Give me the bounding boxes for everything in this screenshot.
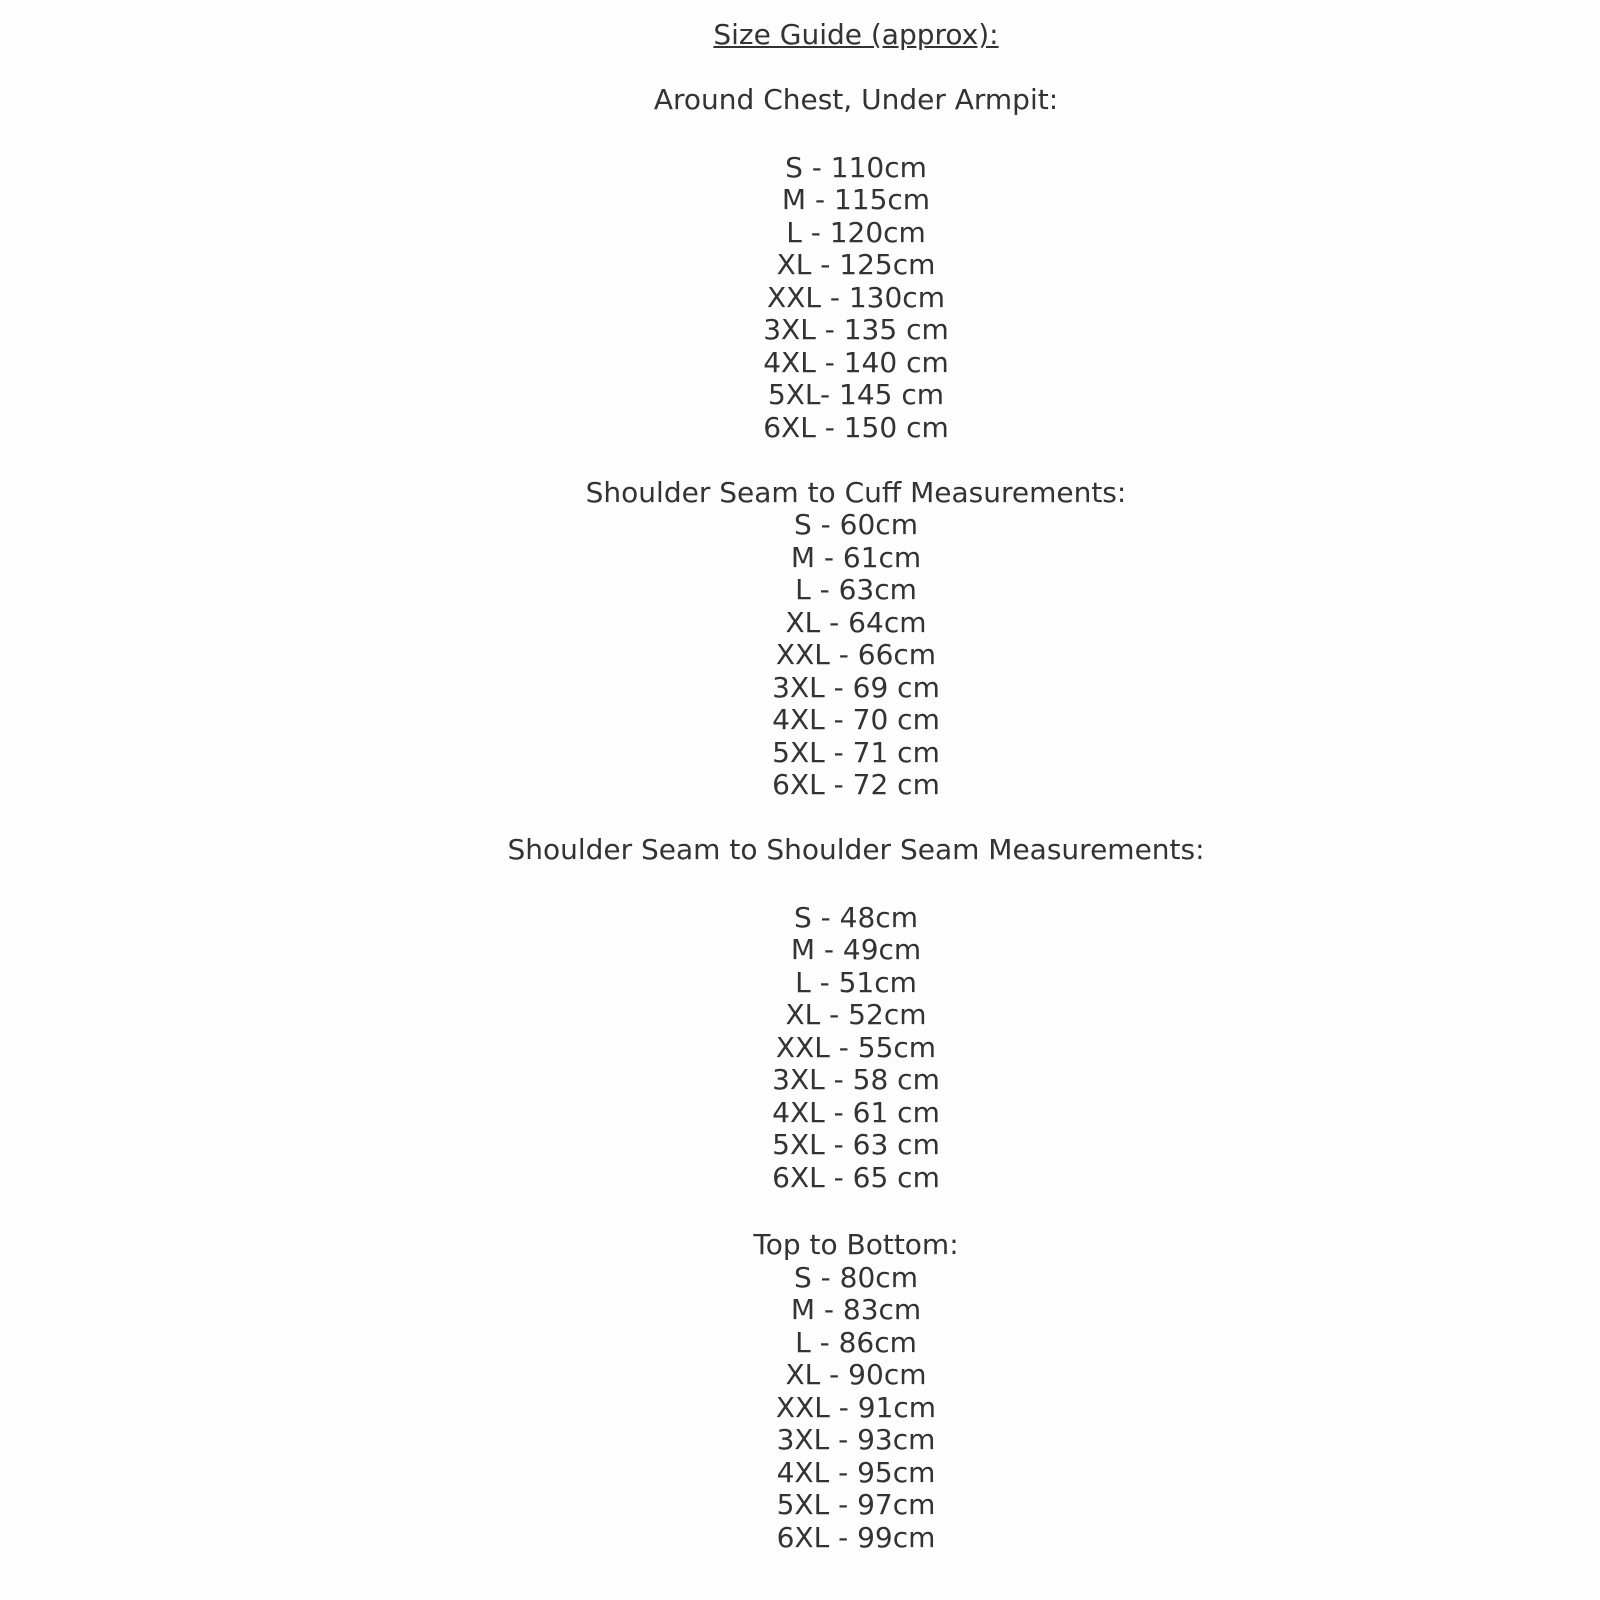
- size-row: 5XL - 63 cm: [772, 1128, 940, 1161]
- size-row: S - 48cm: [794, 900, 918, 934]
- size-row: L - 86cm: [795, 1325, 917, 1359]
- size-row: XXL - 130cm: [767, 280, 945, 314]
- size-row: 4XL - 70 cm: [772, 703, 940, 736]
- size-row: L - 63cm: [795, 573, 917, 606]
- size-row: M - 61cm: [790, 540, 922, 574]
- spacer: [112, 52, 1600, 85]
- size-row: XL - 64cm: [785, 605, 927, 639]
- size-row: 5XL - 97cm: [776, 1488, 936, 1521]
- size-row: 3XL - 135 cm: [763, 313, 949, 346]
- size-row: XL - 125cm: [776, 248, 936, 281]
- size-row: 5XL - 71 cm: [772, 735, 940, 769]
- size-row: 4XL - 61 cm: [772, 1095, 940, 1129]
- size-row: XL - 90cm: [785, 1358, 927, 1391]
- section-heading-top-to-bottom: Top to Bottom:: [753, 1228, 959, 1261]
- size-row: 3XL - 69 cm: [772, 670, 940, 704]
- size-row: 6XL - 65 cm: [772, 1160, 940, 1194]
- spacer: [112, 802, 1600, 835]
- spacer: [112, 444, 1600, 477]
- size-row: 6XL - 99cm: [776, 1520, 936, 1554]
- spacer: [112, 117, 1600, 152]
- size-row: L - 51cm: [795, 965, 917, 999]
- page-title: Size Guide (approx):: [713, 18, 999, 51]
- size-row: 5XL- 145 cm: [767, 378, 945, 411]
- size-row: 6XL - 150 cm: [763, 410, 949, 444]
- size-row: M - 83cm: [790, 1293, 922, 1326]
- section-heading-cuff: Shoulder Seam to Cuff Measurements:: [585, 475, 1127, 509]
- size-row: 4XL - 140 cm: [763, 345, 949, 379]
- size-row: XXL - 66cm: [775, 638, 937, 671]
- size-row: S - 80cm: [794, 1260, 918, 1294]
- size-row: S - 110cm: [785, 150, 927, 184]
- size-row: XL - 52cm: [785, 998, 927, 1031]
- size-row: XXL - 91cm: [775, 1390, 937, 1424]
- size-row: 6XL - 72 cm: [772, 768, 940, 801]
- spacer: [112, 1194, 1600, 1229]
- size-row: M - 49cm: [790, 933, 922, 966]
- size-row: M - 115cm: [781, 183, 931, 216]
- size-row: 4XL - 95cm: [776, 1455, 936, 1489]
- size-row: 3XL - 93cm: [776, 1423, 936, 1456]
- spacer: [112, 867, 1600, 902]
- section-heading-chest: Around Chest, Under Armpit:: [653, 83, 1059, 116]
- size-row: L - 120cm: [786, 215, 926, 249]
- section-heading-shoulder: Shoulder Seam to Shoulder Seam Measurements:: [507, 833, 1205, 866]
- size-row: S - 60cm: [794, 508, 918, 541]
- size-row: XXL - 55cm: [775, 1030, 937, 1064]
- size-row: 3XL - 58 cm: [772, 1063, 940, 1096]
